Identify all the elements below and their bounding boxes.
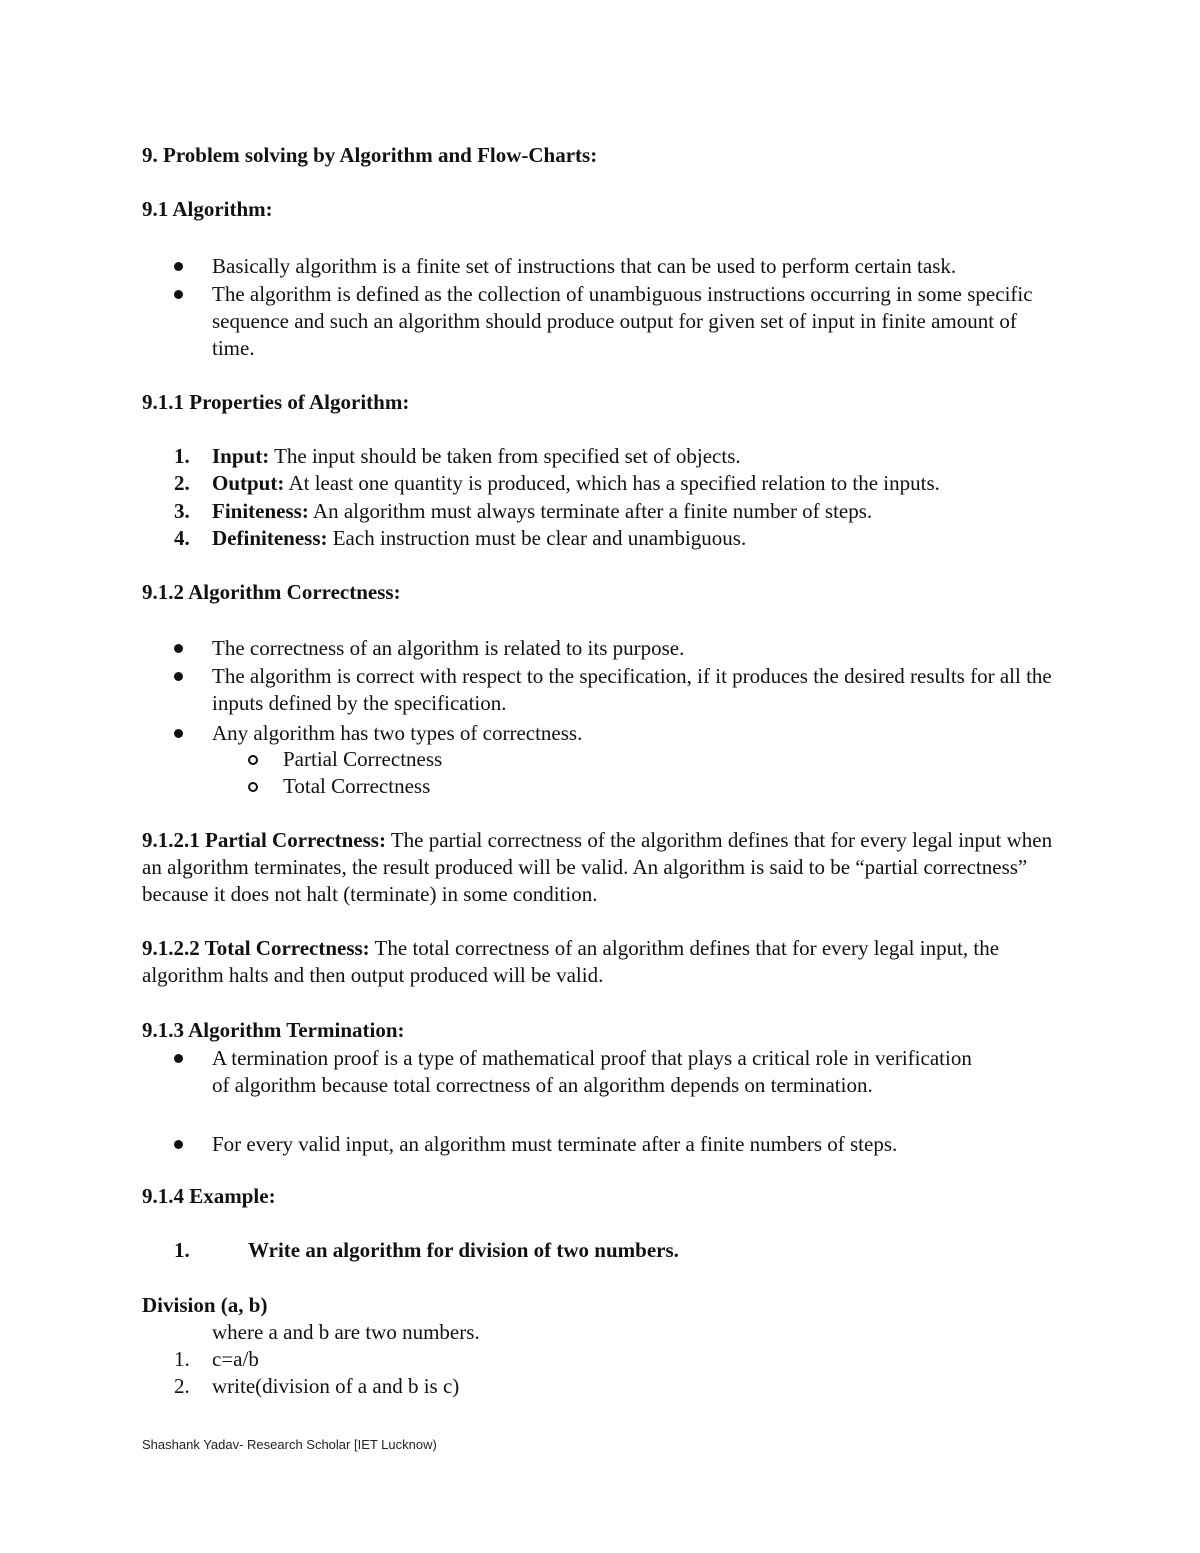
heading-termination: 9.1.3 Algorithm Termination: <box>142 1018 405 1042</box>
step-number: 1. <box>174 1347 190 1371</box>
division-where: where a and b are two numbers. <box>212 1320 480 1344</box>
bullet-text: The algorithm is correct with respect to the specification, if it produces the desired results for all the inputs defined by the specification. <box>212 664 1052 715</box>
property-term: Definiteness: <box>212 526 328 550</box>
circle-bullet-icon <box>248 782 258 792</box>
bullet-text: A termination proof is a type of mathematical proof that plays a critical role in verification of algorithm because total correctness of an algorithm depends on termination. <box>212 1046 972 1097</box>
property-text: The input should be taken from specified set of objects. <box>269 444 741 468</box>
bullet-text: The correctness of an algorithm is related to its purpose. <box>212 636 685 660</box>
item-number: 2. <box>174 471 190 495</box>
bullet-text: The algorithm is defined as the collection of unambiguous instructions occurring in some specific sequence and such an algorithm should produce output for given set of input in finite amount of time. <box>212 282 1033 360</box>
bullet-icon <box>174 290 183 299</box>
bullet-text: For every valid input, an algorithm must terminate after a finite numbers of steps. <box>212 1132 898 1156</box>
partial-text: The partial correctness of the algorithm defines that for every legal input when an algorithm terminates, the result produced will be valid. An algorithm is said to be “partial correctness” because it does not halt (terminate) in some condition. <box>142 828 1053 906</box>
bullet-text: Any algorithm has two types of correctness. <box>212 721 583 745</box>
step-text: write(division of a and b is c) <box>212 1374 460 1398</box>
division-title: Division (a, b) <box>142 1293 268 1317</box>
heading-main: 9. Problem solving by Algorithm and Flow-Charts: <box>142 143 598 167</box>
sub-item-text: Partial Correctness <box>283 747 443 771</box>
total-term: 9.1.2.2 Total Correctness: <box>142 936 370 960</box>
bullet-text: Basically algorithm is a finite set of instructions that can be used to perform certain task. <box>212 254 957 278</box>
total-text: The total correctness of an algorithm defines that for every legal input, the algorithm halts and then output produced will be valid. <box>142 936 1000 987</box>
property-text: At least one quantity is produced, which has a specified relation to the inputs. <box>284 471 940 495</box>
heading-example: 9.1.4 Example: <box>142 1184 276 1208</box>
sub-item-text: Total Correctness <box>283 774 431 798</box>
item-number: 4. <box>174 526 190 550</box>
partial-correctness-paragraph <box>142 827 1062 908</box>
bullet-icon <box>174 1054 183 1063</box>
heading-properties: 9.1.1 Properties of Algorithm: <box>142 390 410 414</box>
bullet-icon <box>174 1140 183 1149</box>
item-number: 3. <box>174 499 190 523</box>
property-text: Each instruction must be clear and unambiguous. <box>327 526 747 550</box>
page-footer: Shashank Yadav- Research Scholar [IET Lucknow) <box>142 1437 437 1452</box>
bullet-icon <box>174 729 183 738</box>
bullet-icon <box>174 262 183 271</box>
item-number: 1. <box>174 444 190 468</box>
example-title: Write an algorithm for division of two numbers. <box>248 1238 679 1262</box>
step-number: 2. <box>174 1374 190 1398</box>
property-term: Input: <box>212 444 270 468</box>
property-term: Finiteness: <box>212 499 309 523</box>
bullet-icon <box>174 644 183 653</box>
heading-algorithm: 9.1 Algorithm: <box>142 197 273 221</box>
item-number: 1. <box>174 1238 190 1262</box>
total-correctness-paragraph <box>142 935 1022 989</box>
circle-bullet-icon <box>248 755 258 765</box>
property-term: Output: <box>212 471 285 495</box>
step-text: c=a/b <box>212 1347 259 1371</box>
partial-term: 9.1.2.1 Partial Correctness: <box>142 828 386 852</box>
property-text: An algorithm must always terminate after a finite number of steps. <box>308 499 873 523</box>
heading-correctness: 9.1.2 Algorithm Correctness: <box>142 580 401 604</box>
bullet-icon <box>174 672 183 681</box>
